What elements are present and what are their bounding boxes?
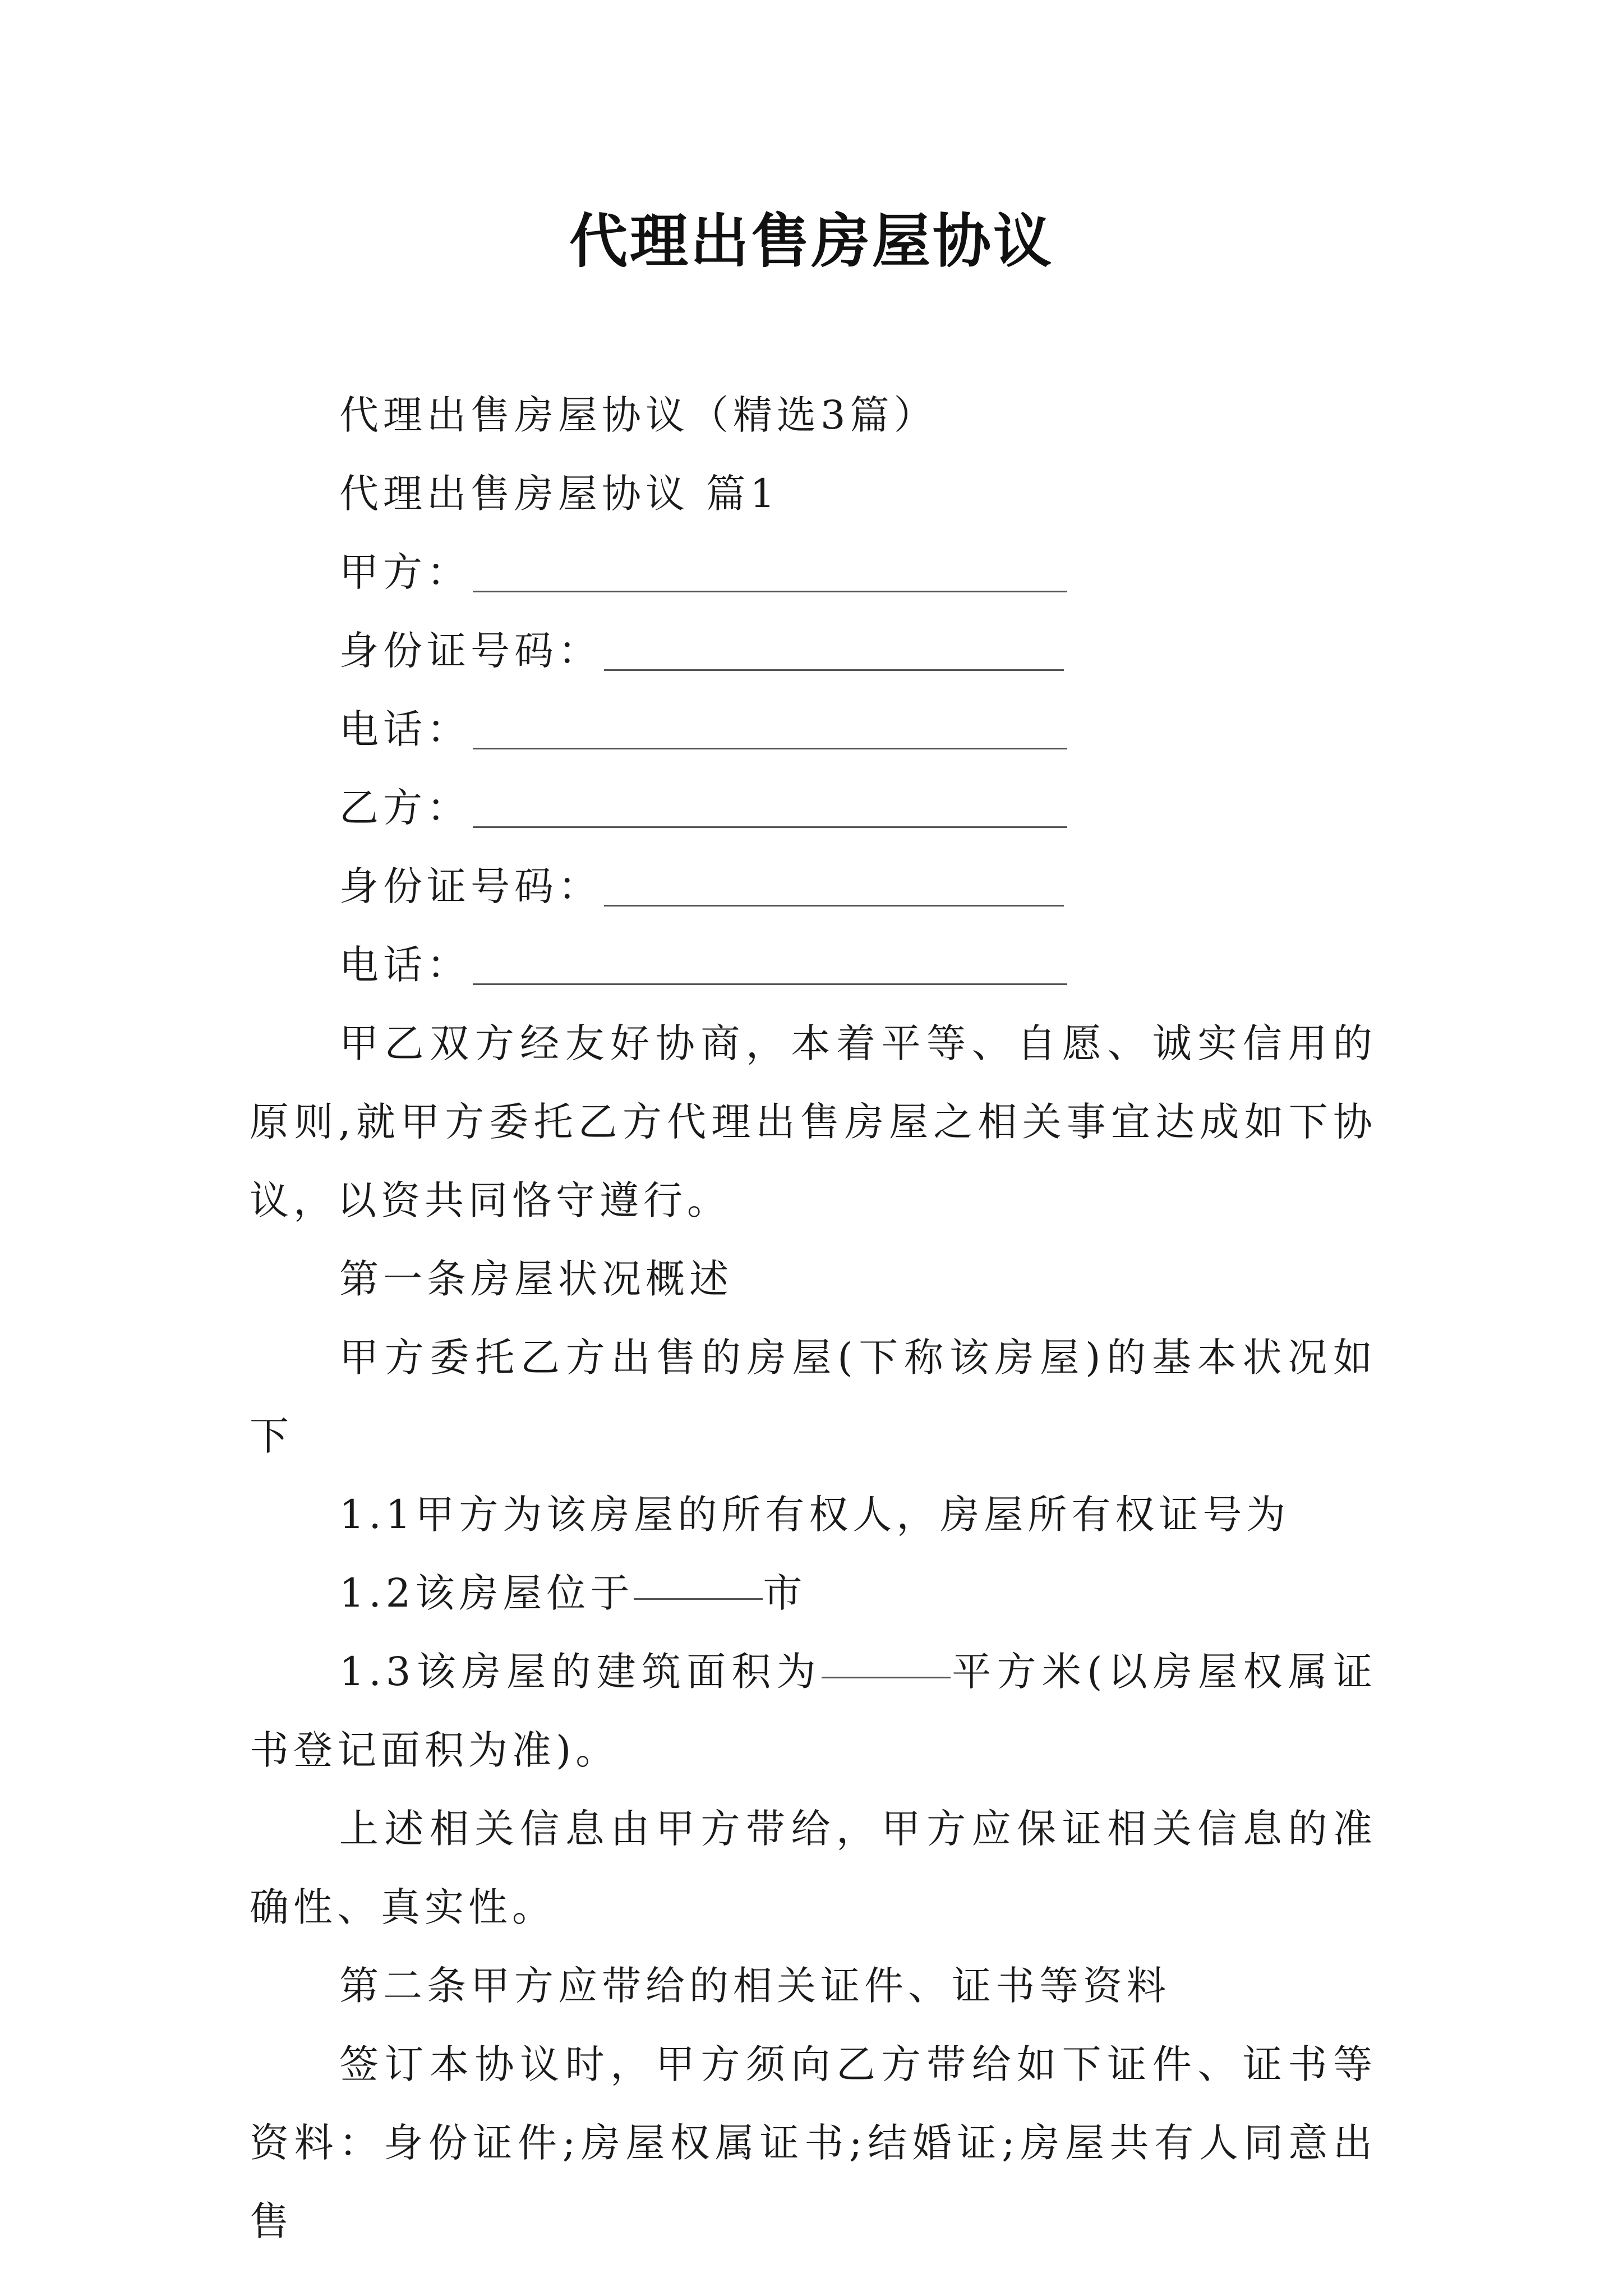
party-a-phone-field bbox=[250, 690, 1377, 769]
party-b-id-blank-line bbox=[604, 905, 1064, 907]
party-b-phone-blank-line bbox=[473, 983, 1067, 985]
party-b-id-field bbox=[250, 847, 1377, 926]
item-1-2-suffix: 市 bbox=[763, 1570, 807, 1616]
item-1-3-suffix: 平方米(以房屋权属证书登记面积为准)。 bbox=[250, 1649, 1377, 1773]
item-1-2 bbox=[250, 1554, 1377, 1632]
intro-paragraph: 甲乙双方经友好协商，本着平等、自愿、诚实信用的原则,就甲方委托乙方代理出售房屋之相关事宜达成如下协议，以资共同恪守遵行。 bbox=[250, 1020, 1377, 1223]
document-title: 代理出售房屋协议 bbox=[569, 206, 1054, 275]
document-subtitle: 代理出售房屋协议（精选3篇） bbox=[339, 392, 938, 438]
party-a-id-blank-line bbox=[604, 669, 1064, 671]
article-1-heading: 第一条房屋状况概述 bbox=[339, 1256, 733, 1302]
party-a-id-label: 身份证号码： bbox=[339, 628, 602, 674]
info-note: 上述相关信息由甲方带给，甲方应保证相关信息的准确性、真实性。 bbox=[250, 1806, 1377, 1930]
party-a-phone-label: 电话： bbox=[339, 706, 471, 752]
article-2-text: 签订本协议时，甲方须向乙方带给如下证件、证书等资料：身份证件;房屋权属证书;结婚证;房屋共有人同意出售 bbox=[250, 2041, 1377, 2244]
party-b-phone-label: 电话： bbox=[339, 942, 471, 988]
party-a-field bbox=[250, 533, 1377, 611]
item-1-3-blank bbox=[822, 1677, 951, 1678]
party-a-id-field bbox=[250, 611, 1377, 690]
item-1-2-prefix: 1.2该房屋位于 bbox=[339, 1570, 634, 1616]
party-b-blank-line bbox=[473, 826, 1067, 828]
article-1-lead: 甲方委托乙方出售的房屋(下称该房屋)的基本状况如下 bbox=[250, 1335, 1377, 1459]
item-1-1: 1.1甲方为该房屋的所有权人，房屋所有权证号为 bbox=[339, 1492, 1290, 1538]
party-a-blank-line bbox=[473, 591, 1067, 592]
section-heading: 代理出售房屋协议 篇1 bbox=[339, 471, 780, 517]
party-b-id-label: 身份证号码： bbox=[339, 863, 602, 909]
item-1-3-prefix: 1.3该房屋的建筑面积为 bbox=[339, 1649, 822, 1695]
party-b-field bbox=[250, 769, 1377, 847]
item-1-3 bbox=[250, 1632, 1377, 1789]
party-b-label: 乙方： bbox=[339, 785, 471, 831]
article-2-heading: 第二条甲方应带给的相关证件、证书等资料 bbox=[339, 1963, 1170, 2009]
party-a-label: 甲方： bbox=[339, 549, 471, 595]
party-a-phone-blank-line bbox=[473, 748, 1067, 749]
document-body bbox=[250, 376, 1377, 2261]
party-b-phone-field bbox=[250, 926, 1377, 1004]
item-1-2-blank bbox=[634, 1598, 763, 1600]
